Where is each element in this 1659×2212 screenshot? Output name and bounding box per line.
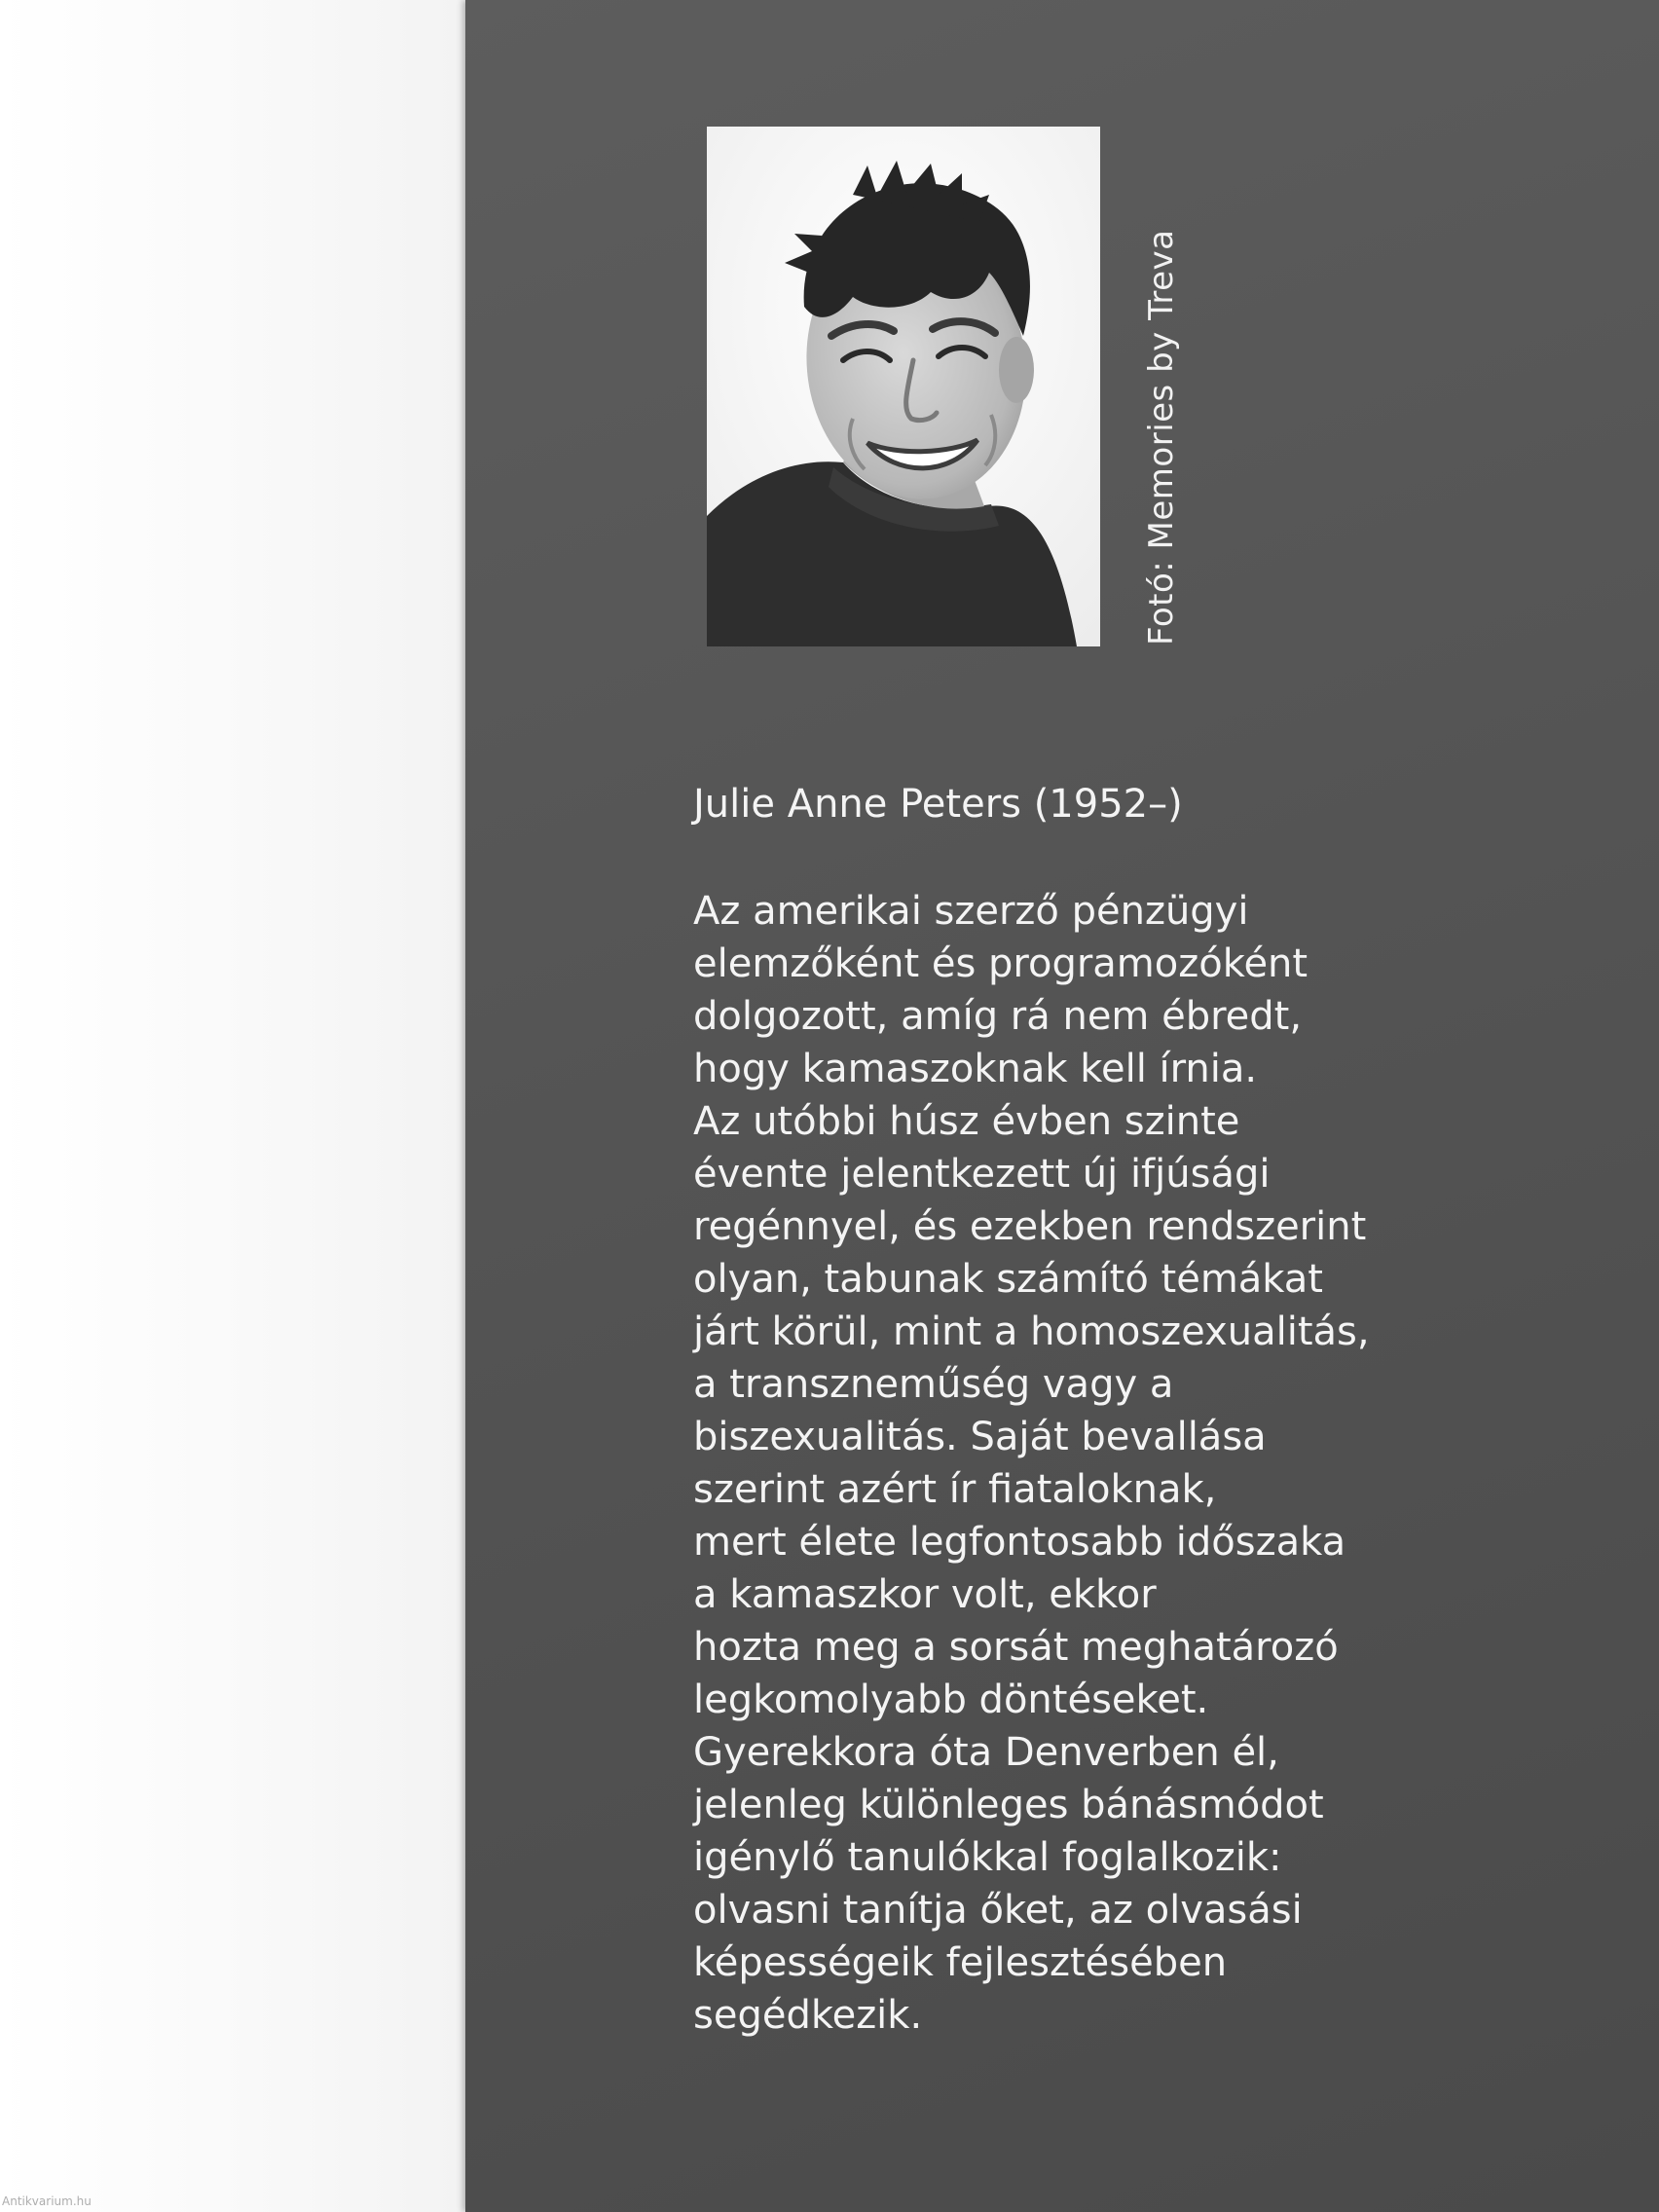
- bio-line: igénylő tanulókkal foglalkozik:: [693, 1835, 1282, 1880]
- bio-line: hozta meg a sorsát meghatározó: [693, 1625, 1339, 1670]
- author-portrait-image: [707, 127, 1100, 646]
- bio-line: jelenleg különleges bánásmódot: [693, 1783, 1324, 1827]
- bio-line: Gyerekkora óta Denverben él,: [693, 1730, 1279, 1775]
- bio-line: mert élete legfontosabb időszaka: [693, 1520, 1346, 1565]
- bio-line: Az amerikai szerző pénzügyi: [693, 889, 1249, 934]
- bio-line: olvasni tanítja őket, az olvasási: [693, 1888, 1303, 1933]
- biography-text: [693, 885, 1569, 2042]
- author-photo: [707, 127, 1100, 646]
- bio-line: elemzőként és programozóként: [693, 941, 1309, 986]
- bio-line: képességeik fejlesztésében: [693, 1940, 1228, 1985]
- bio-line: évente jelentkezett új ifjúsági: [693, 1152, 1271, 1197]
- bio-line: regénnyel, és ezekben rendszerint: [693, 1204, 1367, 1249]
- bio-line: hogy kamaszoknak kell írnia.: [693, 1047, 1258, 1091]
- author-name-heading: Julie Anne Peters (1952–): [693, 782, 1183, 827]
- bio-line: a transzneműség vagy a: [693, 1362, 1174, 1407]
- bio-line: legkomolyabb döntéseket.: [693, 1677, 1209, 1722]
- bio-line: segédkezik.: [693, 1993, 923, 2038]
- bio-line: olyan, tabunak számító témákat: [693, 1257, 1323, 1302]
- bio-line: dolgozott, amíg rá nem ébredt,: [693, 994, 1303, 1039]
- bio-line: biszexualitás. Saját bevallása: [693, 1415, 1267, 1459]
- photo-credit: Fotó: Memories by Treva: [1142, 229, 1181, 645]
- bio-line: a kamaszkor volt, ekkor: [693, 1572, 1157, 1617]
- author-bio-section: [693, 779, 1569, 2042]
- bio-line: szerint azért ír fiataloknak,: [693, 1467, 1217, 1512]
- bio-line: Az utóbbi húsz évben szinte: [693, 1099, 1240, 1144]
- site-watermark: Antikvarium.hu: [2, 2194, 92, 2208]
- bio-line: járt körül, mint a homoszexualitás,: [693, 1309, 1370, 1354]
